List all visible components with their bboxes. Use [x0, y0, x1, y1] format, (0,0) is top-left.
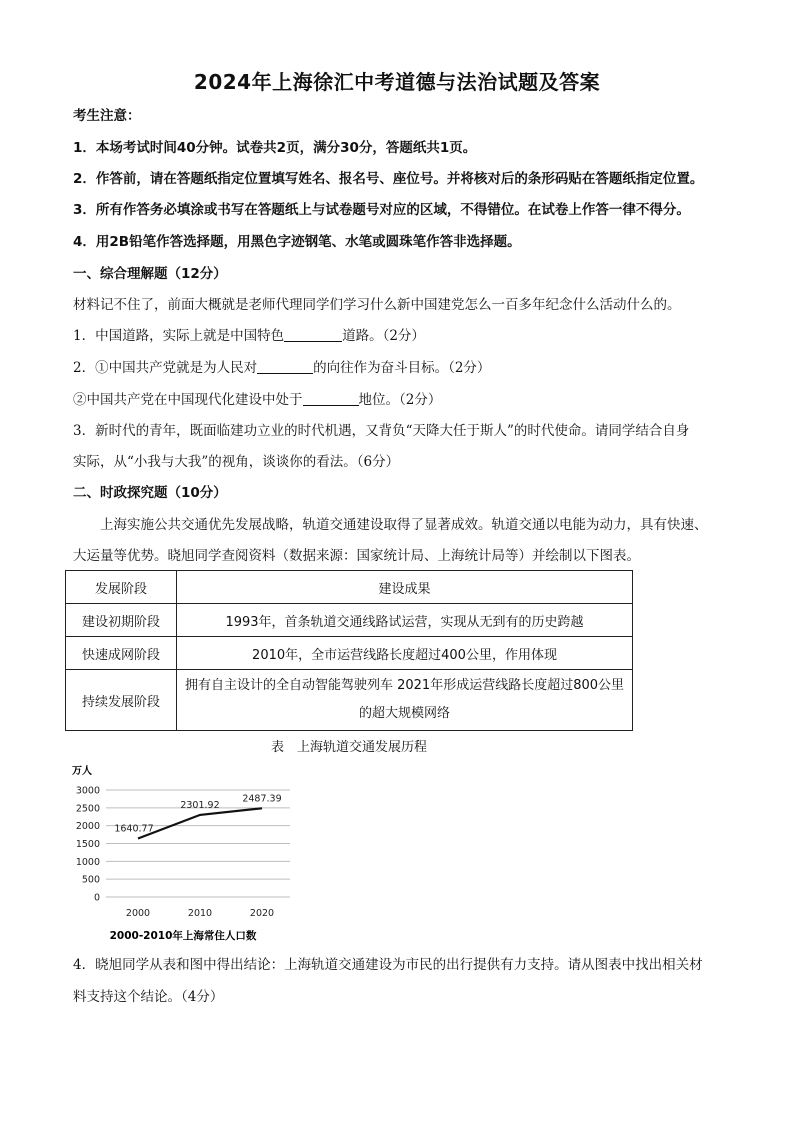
- table-cell-result: 拥有自主设计的全自动智能驾驶列车 2021年形成运营线路长度超过800公里的超大规模网络: [177, 670, 633, 731]
- x-tick-label: 2020: [249, 908, 275, 919]
- series-line: [138, 808, 262, 838]
- question-2a-before: 2．①中国共产党就是为人民对: [73, 360, 258, 376]
- notice-heading: 考生注意：: [73, 108, 141, 124]
- table-header-row: [66, 571, 633, 604]
- table-cell-stage: 持续发展阶段: [66, 670, 177, 731]
- table-row: [66, 604, 633, 637]
- notice-item-2: 2．作答前，请在答题纸指定位置填写姓名、报名号、座位号。并将核对后的条形码贴在答题纸指定位置。: [73, 171, 704, 187]
- answer-blank: [303, 391, 359, 406]
- section1-heading: 一、综合理解题（12分）: [73, 266, 227, 282]
- notice-item-1: 1．本场考试时间40分钟。试卷共2页，满分30分，答题纸共1页。: [73, 140, 477, 156]
- data-label: 2487.39: [242, 793, 282, 805]
- question-2a-after: 的向往作为奋斗目标。（2分）: [313, 360, 491, 376]
- chart-title: 2000-2010年上海常住人口数: [109, 930, 257, 942]
- section2-para-line-2: 大运量等优势。晓旭同学查阅资料（数据来源：国家统计局、上海统计局等）并绘制以下图表。: [73, 548, 640, 564]
- question-4-line-1: 4．晓旭同学从表和图中得出结论：上海轨道交通建设为市民的出行提供有力支持。请从图表中找出相关材: [73, 957, 703, 973]
- chart-x-ticks: [126, 908, 274, 919]
- y-tick-label: 2000: [75, 821, 100, 833]
- table-header-result: 建设成果: [177, 571, 633, 604]
- question-2b-after: 地位。（2分）: [358, 392, 442, 408]
- notice-item-3: 3．所有作答务必填涂或书写在答题纸上与试卷题号对应的区域，不得错位。在试卷上作答一律不得分。: [73, 202, 690, 218]
- y-tick-label: 1000: [75, 856, 100, 868]
- answer-blank: [284, 327, 342, 342]
- section2-para-line-1: 上海实施公共交通优先发展战略，轨道交通建设取得了显著成效。轨道交通以电能为动力，具有快速、: [100, 517, 708, 533]
- data-label: 2301.92: [180, 799, 220, 811]
- page-title: 2024年上海徐汇中考道德与法治试题及答案: [193, 70, 601, 94]
- table-row: [66, 670, 633, 731]
- population-chart: [68, 760, 298, 946]
- x-tick-label: 2010: [187, 908, 213, 919]
- y-tick-label: 2500: [75, 803, 100, 815]
- y-tick-label: 1500: [75, 839, 100, 850]
- table-cell-stage: 建设初期阶段: [66, 604, 177, 637]
- question-2b-before: ②中国共产党在中国现代化建设中处于: [73, 392, 303, 408]
- y-tick-label: 3000: [75, 785, 100, 797]
- question-1: [73, 326, 733, 346]
- chart-y-ticks: [76, 786, 100, 904]
- table-cell-stage: 快速成网阶段: [66, 637, 177, 670]
- y-tick-label: 500: [81, 874, 100, 886]
- table-header-stage: 发展阶段: [66, 571, 177, 604]
- table-row: [66, 637, 633, 670]
- y-tick-label: 0: [93, 892, 100, 904]
- x-tick-label: 2000: [125, 908, 151, 919]
- table-caption: 表 上海轨道交通发展历程: [270, 740, 427, 755]
- data-label: 1640.77: [114, 823, 154, 835]
- table-cell-result: 2010年，全市运营线路长度超过400公里，作用体现: [177, 637, 633, 670]
- chart-series: [114, 793, 281, 838]
- section1-intro: 材料记不住了，前面大概就是老师代理同学们学习什么新中国建党怎么一百多年纪念什么活动什么的。: [73, 297, 681, 313]
- notice-item-4: 4．用2B铅笔作答选择题，用黑色字迹钢笔、水笔或圆珠笔作答非选择题。: [73, 234, 521, 250]
- development-table: [65, 570, 633, 731]
- question-1-before: 1．中国道路，实际上就是中国特色: [73, 328, 285, 344]
- question-3-line-1: 3．新时代的青年，既面临建功立业的时代机遇，又背负“天降大任于斯人”的时代使命。请同学结合自身: [73, 423, 690, 439]
- question-2b: [73, 390, 733, 410]
- section2-heading: 二、时政探究题（10分）: [73, 485, 227, 501]
- question-4-line-2: 料支持这个结论。（4分）: [73, 989, 224, 1005]
- question-1-after: 道路。（2分）: [342, 328, 425, 344]
- chart-ylabel: 万人: [72, 766, 92, 777]
- table-cell-result: 1993年，首条轨道交通线路试运营，实现从无到有的历史跨越: [177, 604, 633, 637]
- question-2a: [73, 358, 733, 378]
- answer-blank: [257, 359, 313, 374]
- question-3-line-2: 实际，从“小我与大我”的视角，谈谈你的看法。（6分）: [73, 454, 400, 470]
